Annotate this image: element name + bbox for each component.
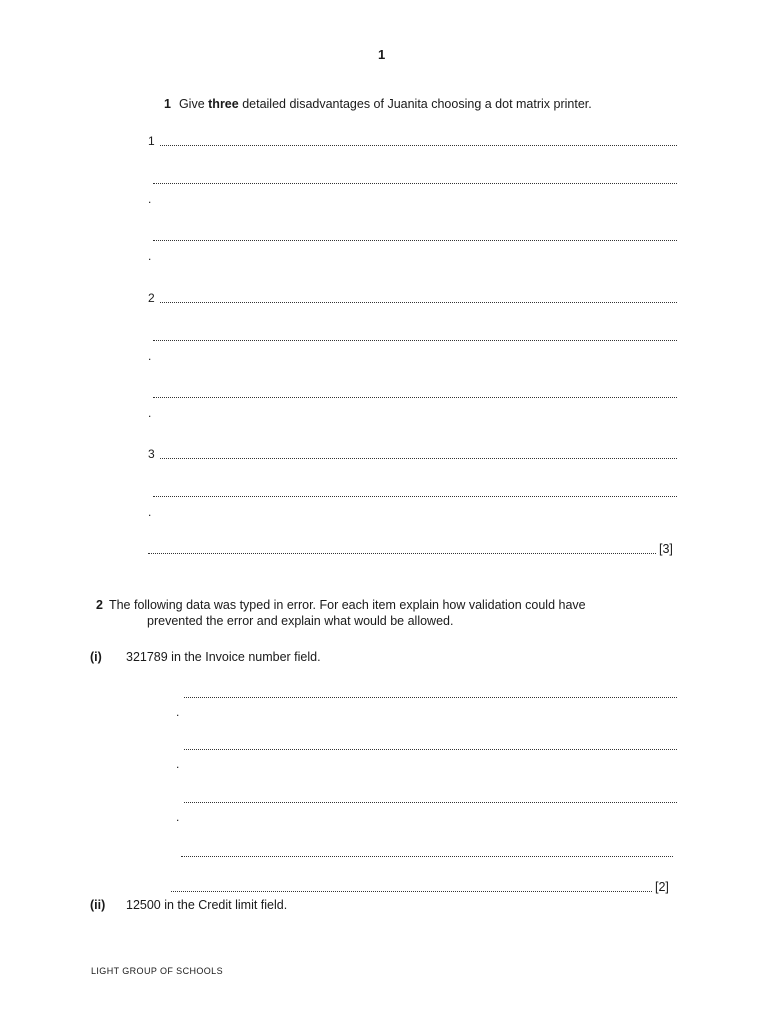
line-end-dot: . [148,249,152,263]
answer-line[interactable] [171,891,652,892]
question-1-marks: [3] [659,542,673,556]
question-2-number: 2 [96,598,103,612]
part-i [90,650,321,664]
question-1-emphasis: three [208,97,239,111]
part-i-label: (i) [90,650,102,664]
footer-school-name: LIGHT GROUP OF SCHOOLS [91,966,223,976]
answer-line[interactable] [148,553,656,554]
question-1-text-after: detailed disadvantages of Juanita choosing a dot matrix printer. [242,97,592,111]
answer-line[interactable] [184,802,677,803]
answer-line[interactable] [160,302,677,303]
answer-line[interactable] [153,240,677,241]
answer-line[interactable] [160,145,677,146]
answer-label-2: 2 [148,291,155,305]
part-i-text: 321789 in the Invoice number field. [126,650,321,664]
part-ii [90,898,287,912]
answer-line[interactable] [153,397,677,398]
question-1 [164,97,592,111]
part-ii-label: (ii) [90,898,106,912]
page-number: 1 [378,47,386,62]
line-end-dot: . [176,757,180,771]
line-end-dot: . [148,192,152,206]
line-end-dot: . [148,349,152,363]
question-2-text-line1: The following data was typed in error. For each item explain how validation could have [108,598,586,612]
part-i-marks: [2] [655,880,669,894]
answer-line[interactable] [160,458,677,459]
answer-line[interactable] [181,856,673,857]
question-2-text-line2: prevented the error and explain what would be allowed. [147,614,454,628]
answer-line[interactable] [153,183,677,184]
question-1-number: 1 [164,97,171,111]
answer-label-1: 1 [148,134,155,148]
answer-line[interactable] [153,496,677,497]
answer-line[interactable] [184,697,677,698]
line-end-dot: . [148,505,152,519]
line-end-dot: . [148,406,152,420]
question-1-text-before: Give [178,97,205,111]
part-ii-text: 12500 in the Credit limit field. [126,898,288,912]
line-end-dot: . [176,810,180,824]
answer-line[interactable] [184,749,677,750]
line-end-dot: . [176,705,180,719]
answer-line[interactable] [153,340,677,341]
question-2 [96,597,677,629]
answer-label-3: 3 [148,447,155,461]
